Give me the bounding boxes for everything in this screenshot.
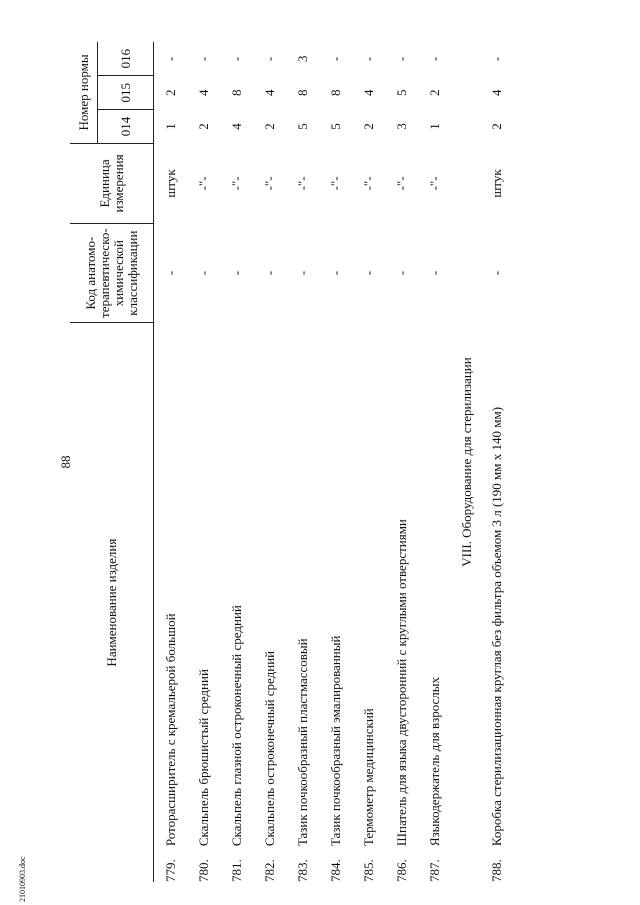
table-row [187,42,220,882]
item-name: Скальпель остроконечный средний [262,650,277,847]
header-name: Наименование изделия [103,538,119,667]
row-number: 783. [294,859,310,882]
norm-014: 2 [360,123,376,130]
header-atc-code: Код анатомо-терапевтическо-химической классификации [70,224,154,323]
item-name: Языкодержатель для взрослых [427,676,442,847]
norm-016: 3 [294,55,310,63]
item-name: Роторасширитель с кремальерой большой [163,613,178,847]
norm-015: 4 [489,89,504,96]
item-name: Коробка стерилизационная круглая без фильтра объемом 3 л (190 мм х 140 мм) [489,406,504,847]
item-name: Скальпель глазной остроконечный средний [229,605,244,847]
atc-code: - [162,270,178,276]
norm-015: 4 [360,89,376,96]
document-filename: 21010903.doc [18,856,27,902]
norm-014: 3 [393,123,409,130]
unit: штук [162,169,178,198]
table-row [286,42,319,882]
unit: -"- [294,176,310,191]
table-row [319,42,352,882]
table-row [483,42,541,882]
item-name: Тазик почкообразный эмалированный [328,635,343,847]
section-heading-row [451,42,483,882]
header-norm-number: Номер нормы [70,42,98,143]
row-number: 779. [162,859,178,882]
norm-015: 8 [294,89,310,96]
unit: штук [489,169,504,198]
unit: -"- [261,176,277,191]
row-number: 786. [393,859,409,882]
norm-015: 8 [228,89,244,96]
atc-code: - [426,270,442,276]
norm-016: - [195,56,211,62]
unit: -"- [327,176,343,191]
table-row [385,42,418,882]
norm-016: - [393,56,409,62]
table-row [253,42,286,882]
norm-016: - [360,56,376,62]
norm-014: 5 [327,123,343,130]
header-unit: Единица измерения [70,143,154,223]
norm-016: - [162,56,178,62]
unit: -"- [426,176,442,191]
table-row [352,42,385,882]
atc-code: - [195,270,211,276]
norm-015: 4 [261,89,277,96]
section-title: VIII. Оборудование для стерилизации [459,357,474,567]
norm-015: 8 [327,89,343,96]
norm-014: 2 [489,123,504,130]
item-name: Термометр медицинский [361,708,376,847]
rotated-page [18,42,628,902]
norm-015: 4 [195,89,211,96]
atc-code: - [489,270,504,276]
norm-014: 1 [426,123,442,130]
norm-016: - [426,56,442,62]
header-norm-015: 015 [98,76,154,110]
row-number: 781. [228,859,244,882]
item-name: Тазик почкообразный пластмассовый [295,638,310,847]
table-row [154,42,188,882]
row-number: 782. [261,859,277,882]
unit: -"- [228,176,244,191]
header-norm-016: 016 [98,42,154,76]
norm-014: 2 [195,123,211,130]
norms-table [70,42,541,882]
row-number: 784. [327,859,343,882]
item-name: Шпатель для языка двусторонний с круглыми отверстиями [394,519,409,847]
unit: -"- [360,176,376,191]
norm-016: - [327,56,343,62]
norm-015: 2 [162,89,178,96]
norm-014: 1 [162,123,178,130]
atc-code: - [228,270,244,276]
table-row [418,42,451,882]
norm-014: 4 [228,123,244,130]
norm-015: 5 [393,89,409,96]
norm-016: - [228,56,244,62]
unit: -"- [195,176,211,191]
row-number: 787. [426,859,442,882]
unit: -"- [393,176,409,191]
row-number: 780. [195,859,211,882]
header-norm-014: 014 [98,110,154,144]
atc-code: - [327,270,343,276]
atc-code: - [261,270,277,276]
atc-code: - [360,270,376,276]
page-number: 88 [58,455,73,469]
atc-code: - [294,270,310,276]
item-name: Скальпель брюшистый средний [196,669,211,847]
table-row [220,42,253,882]
row-number: 788. [489,859,504,882]
norm-014: 5 [294,123,310,130]
atc-code: - [393,270,409,276]
norm-015: 2 [426,89,442,96]
norm-016: - [261,56,277,62]
norm-014: 2 [261,123,277,130]
row-number: 785. [360,859,376,882]
norm-016: - [489,56,504,62]
